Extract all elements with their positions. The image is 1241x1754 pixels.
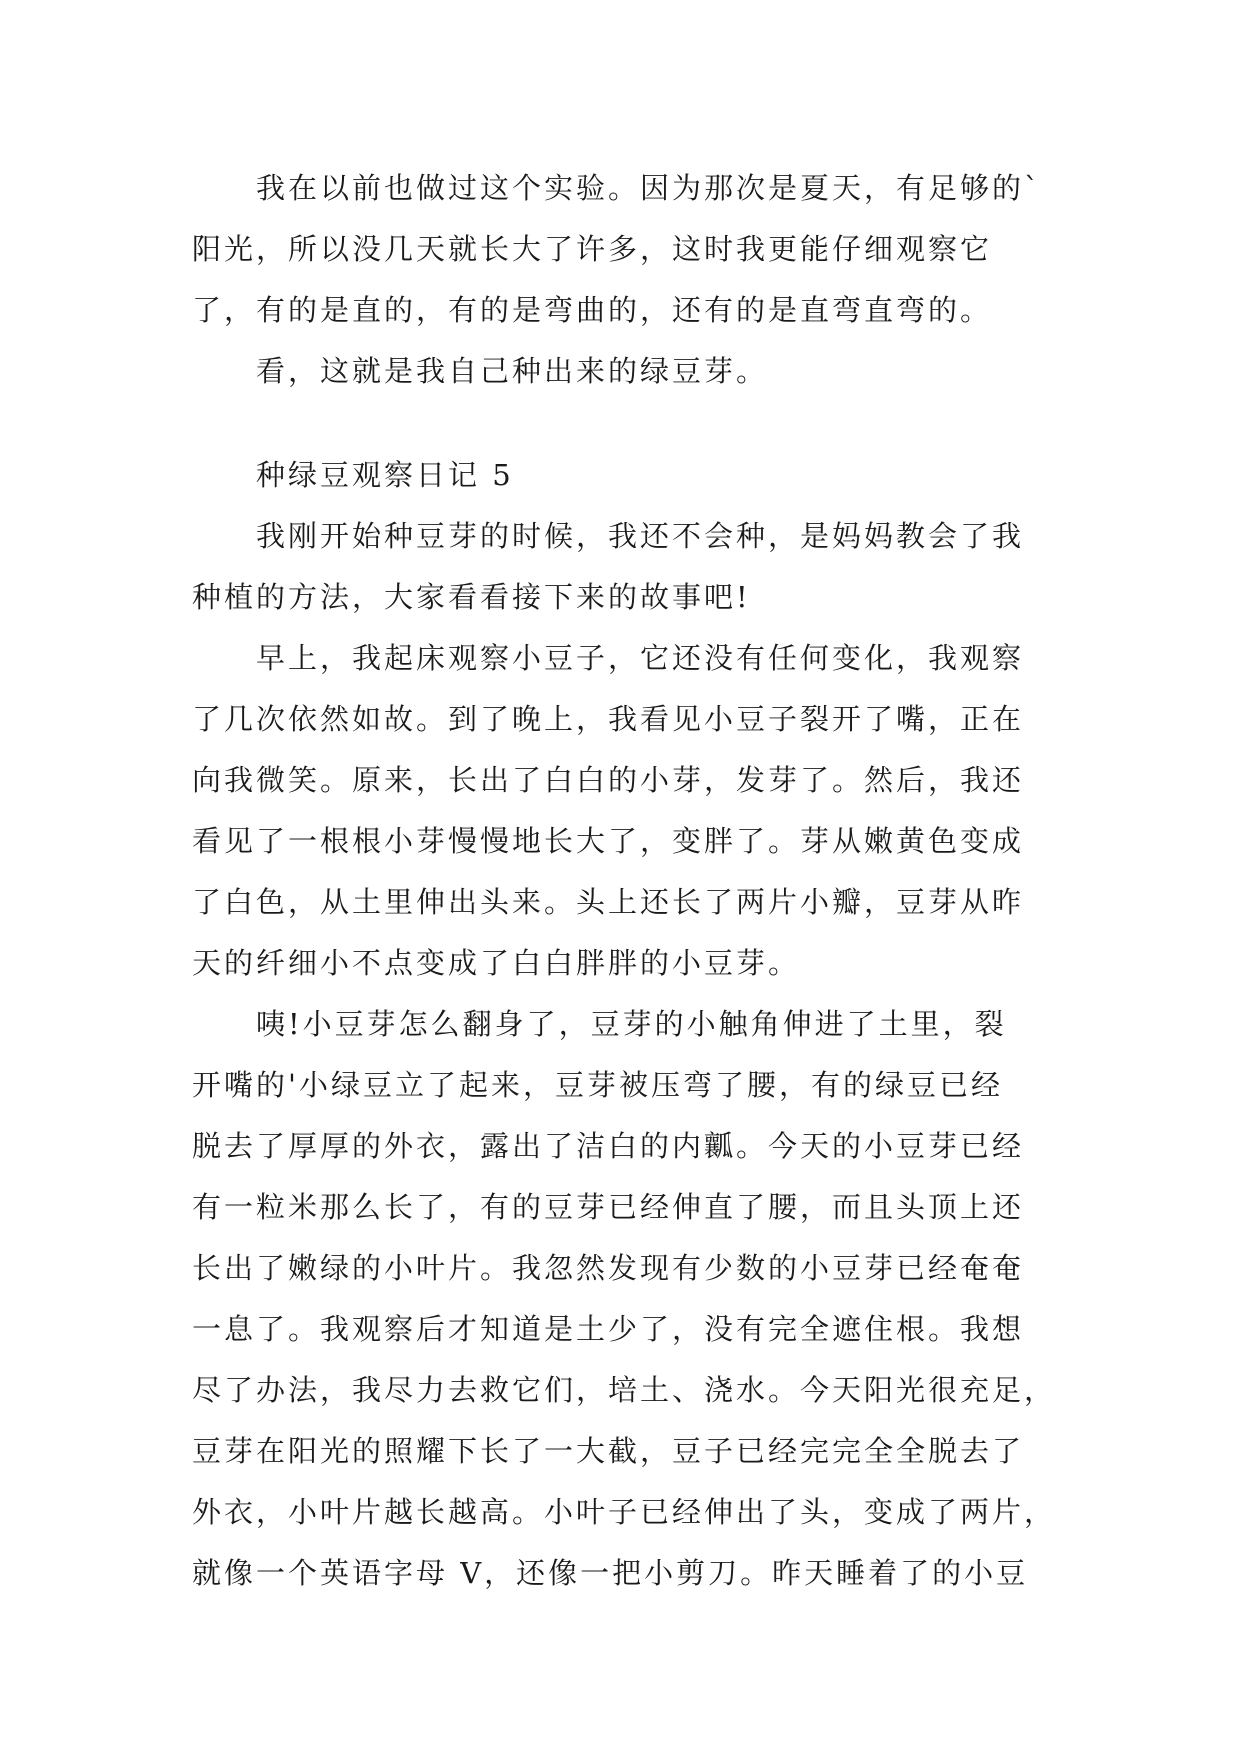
text-line: 我在以前也做过这个实验。因为那次是夏天，有足够的` xyxy=(256,171,1042,205)
text-line: 早上，我起床观察小豆子，它还没有任何变化，我观察 xyxy=(256,641,1025,675)
text-line: 尽了办法，我尽力去救它们，培土、浇水。今天阳光很充足， xyxy=(192,1373,1057,1407)
text-line: 看见了一根根小芽慢慢地长大了，变胖了。芽从嫩黄色变成 xyxy=(192,824,1025,858)
text-line: 阳光，所以没几天就长大了许多，这时我更能仔细观察它 xyxy=(192,232,993,266)
text-line: 豆芽在阳光的照耀下长了一大截，豆子已经完完全全脱去了 xyxy=(192,1434,1025,1468)
text-line: 了几次依然如故。到了晚上，我看见小豆子裂开了嘴，正在 xyxy=(192,702,1025,736)
text-line: 一息了。我观察后才知道是土少了，没有完全遮住根。我想 xyxy=(192,1312,1025,1346)
text-line: 就像一个英语字母 V，还像一把小剪刀。昨天睡着了的小豆 xyxy=(192,1556,1029,1590)
text-line: 长出了嫩绿的小叶片。我忽然发现有少数的小豆芽已经奄奄 xyxy=(192,1251,1025,1285)
text-line: 了，有的是直的，有的是弯曲的，还有的是直弯直弯的。 xyxy=(192,293,993,327)
text-line: 种植的方法，大家看看接下来的故事吧! xyxy=(192,580,751,614)
text-line: 我刚开始种豆芽的时候，我还不会种，是妈妈教会了我 xyxy=(256,519,1025,553)
section-heading: 种绿豆观察日记 5 xyxy=(256,458,514,492)
text-line: 咦!小豆芽怎么翻身了，豆芽的小触角伸进了土里，裂 xyxy=(256,1007,1007,1041)
paragraph xyxy=(192,994,1060,1604)
text-line: 脱去了厚厚的外衣，露出了洁白的内瓤。今天的小豆芽已经 xyxy=(192,1129,1025,1163)
text-line: 了白色，从土里伸出头来。头上还长了两片小瓣，豆芽从昨 xyxy=(192,885,1025,919)
text-line: 外衣，小叶片越长越高。小叶子已经伸出了头，变成了两片， xyxy=(192,1495,1057,1529)
text-line: 开嘴的'小绿豆立了起来，豆芽被压弯了腰，有的绿豆已经 xyxy=(192,1068,1003,1102)
text-line: 天的纤细小不点变成了白白胖胖的小豆芽。 xyxy=(192,946,801,980)
text-line: 看，这就是我自己种出来的绿豆芽。 xyxy=(256,354,769,388)
paragraph xyxy=(192,628,1060,994)
document-section-1 xyxy=(192,158,1060,402)
text-line: 向我微笑。原来，长出了白白的小芽，发芽了。然后，我还 xyxy=(192,763,1025,797)
paragraph xyxy=(192,158,1060,341)
text-line: 有一粒米那么长了，有的豆芽已经伸直了腰，而且头顶上还 xyxy=(192,1190,1025,1224)
paragraph xyxy=(192,506,1060,628)
paragraph xyxy=(192,341,1060,402)
document-section-2 xyxy=(192,445,1060,1604)
